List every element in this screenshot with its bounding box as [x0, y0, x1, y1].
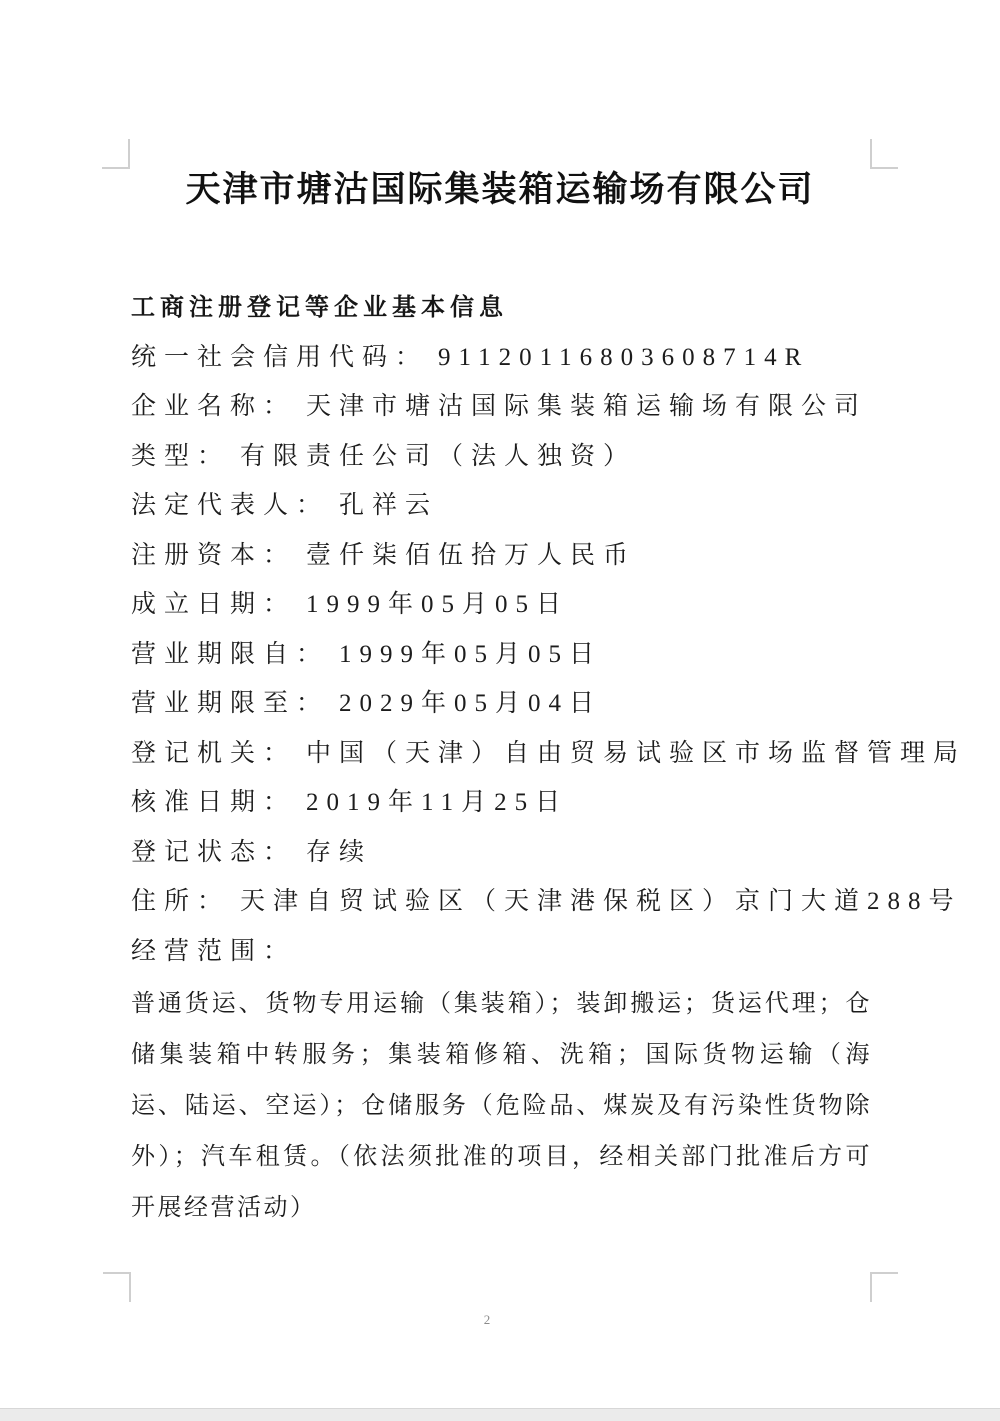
page-title: 天津市塘沽国际集装箱运输场有限公司 — [185, 170, 815, 209]
field-row-term-from — [131, 630, 872, 680]
page-number: 2 — [483, 1312, 491, 1327]
business-scope-paragraph: 普通货运、货物专用运输（集装箱）；装卸搬运；货运代理；仓储集装箱中转服务；集装箱修箱、洗箱；国际货物运输（海运、陆运、空运）；仓储服务（危险品、煤炭及有污染性货物除外）；汽车租赁。（依法须批准的项目，经相关部门批准后方可开展经营活动） — [131, 991, 872, 1221]
field-label: 法定代表人： — [131, 492, 330, 519]
field-value: 91120116803608714R — [438, 343, 810, 371]
document-body — [131, 283, 967, 1234]
field-row-company-type — [131, 432, 872, 482]
field-row-legal-representative — [131, 481, 872, 531]
field-label: 营业期限至： — [131, 690, 330, 717]
field-value: 有限责任公司（法人独资） — [240, 442, 637, 470]
crop-mark-bottom-right-icon — [870, 1272, 898, 1302]
field-label: 登记状态： — [131, 838, 297, 866]
field-row-company-name — [131, 382, 872, 432]
page-bottom-edge — [0, 1408, 1000, 1421]
field-value: 1999年05月05日 — [339, 640, 603, 668]
crop-mark-bottom-left-icon — [103, 1272, 131, 1302]
field-value: 天津市塘沽国际集装箱运输场有限公司 — [306, 393, 868, 420]
field-label: 经营范围： — [131, 937, 297, 965]
field-row-business-scope-label — [131, 927, 872, 977]
field-value: 壹仟柒佰伍拾万人民币 — [306, 541, 637, 569]
field-row-address — [131, 877, 962, 927]
field-row-term-to — [131, 679, 872, 729]
field-value: 存续 — [306, 838, 373, 866]
field-value: 1999年05月05日 — [306, 591, 570, 618]
field-label: 统一社会信用代码： — [131, 343, 429, 371]
field-row-registration-status — [131, 828, 872, 878]
field-row-approval-date — [131, 778, 872, 828]
field-value: 2029年05月04日 — [339, 690, 603, 717]
field-label: 营业期限自： — [131, 640, 330, 668]
field-row-establish-date — [131, 580, 872, 630]
field-value: 中国（天津）自由贸易试验区市场监督管理局 — [306, 739, 967, 767]
field-row-registered-capital — [131, 531, 872, 581]
field-row-registration-authority — [131, 729, 967, 779]
section-heading: 工商注册登记等企业基本信息 — [131, 294, 508, 321]
field-label: 登记机关： — [131, 739, 297, 767]
field-value: 2019年11月25日 — [306, 789, 569, 816]
field-value: 天津自贸试验区（天津港保税区）京门大道288号 — [240, 888, 962, 915]
crop-mark-top-right-icon — [870, 139, 898, 169]
field-label: 类型： — [131, 442, 231, 470]
field-label: 企业名称： — [131, 393, 297, 420]
field-value: 孔祥云 — [339, 492, 439, 519]
field-row-credit-code — [131, 333, 872, 383]
field-label: 成立日期： — [131, 591, 297, 618]
field-label: 核准日期： — [131, 789, 297, 816]
field-label: 注册资本： — [131, 541, 297, 569]
crop-mark-top-left-icon — [102, 139, 130, 169]
field-label: 住所： — [131, 888, 231, 915]
